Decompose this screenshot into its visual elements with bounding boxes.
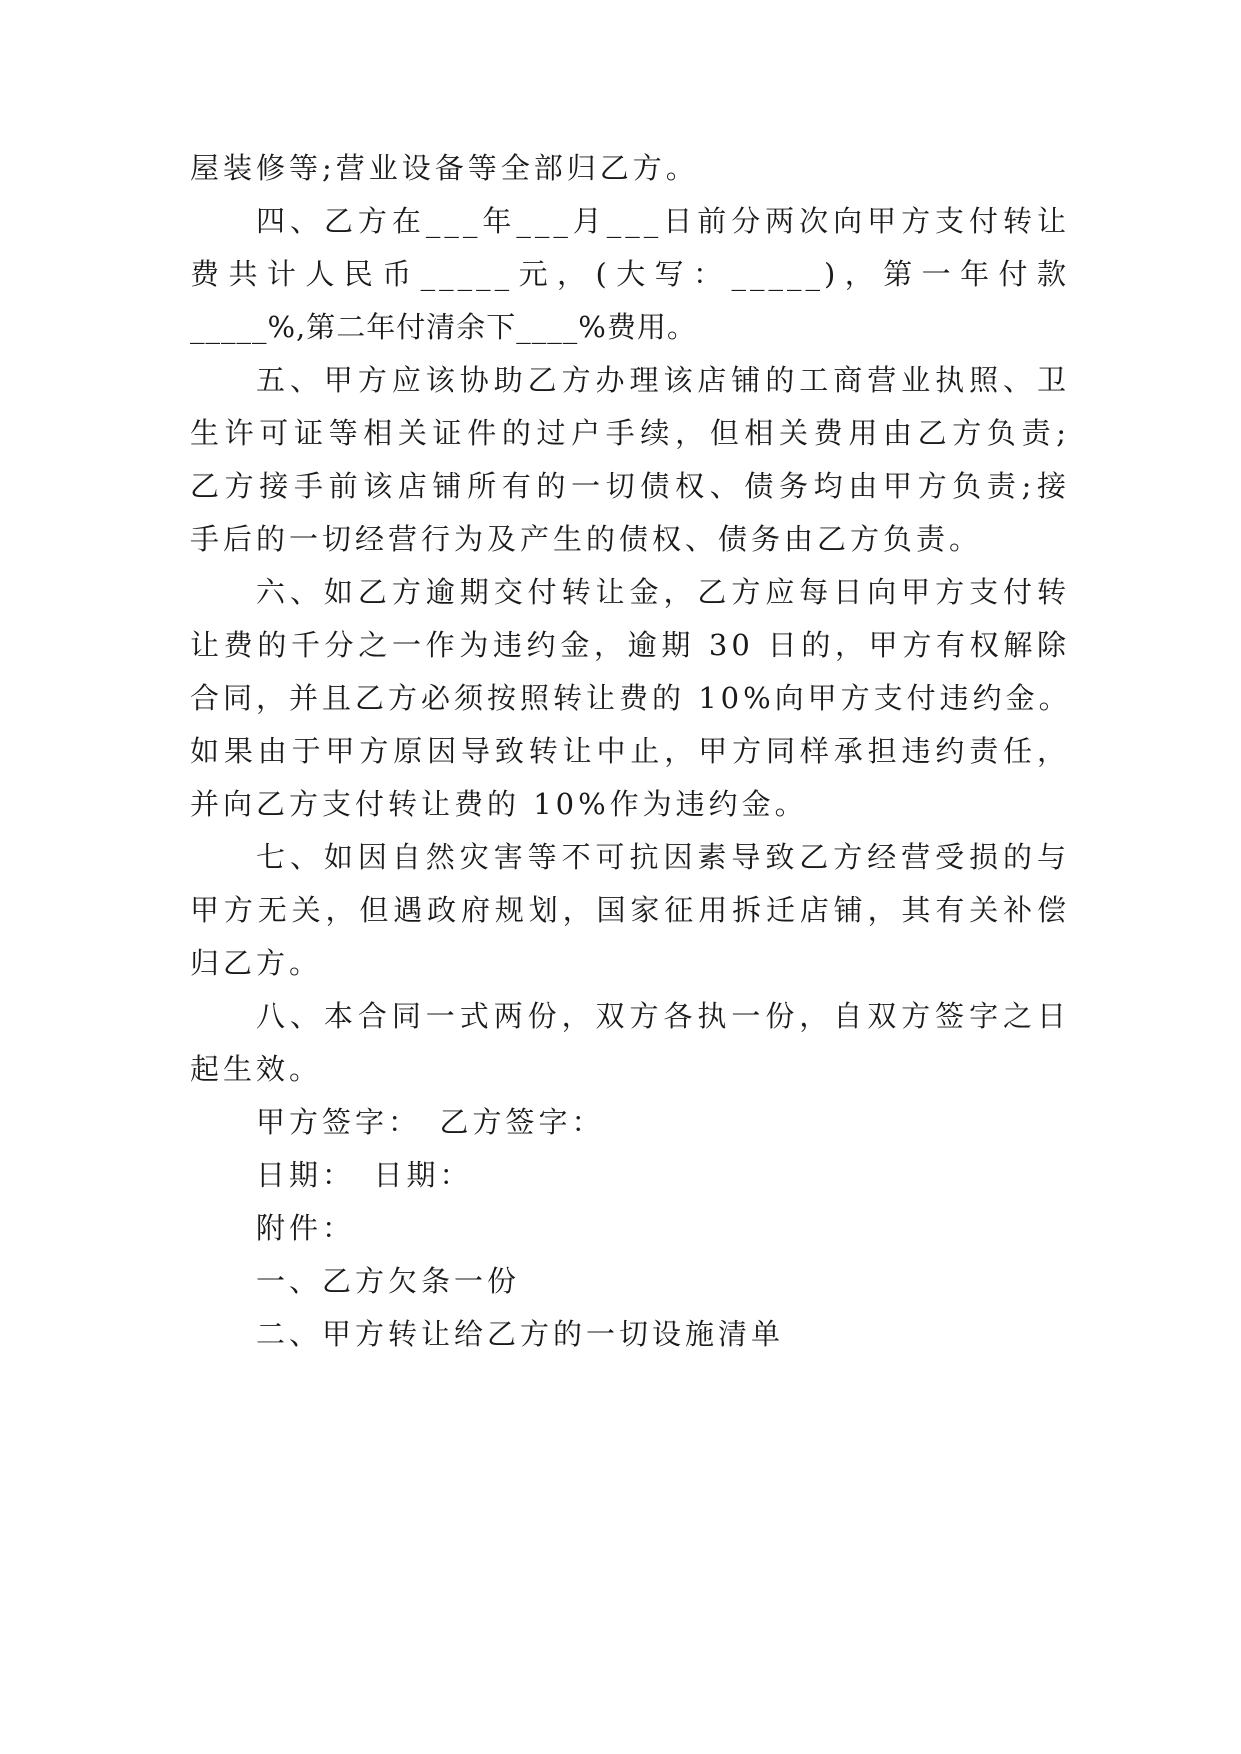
attachment-item: 二、甲方转让给乙方的一切设施清单	[256, 1317, 785, 1351]
date-line: 日期： 日期：	[256, 1158, 473, 1192]
signature-line: 甲方签字： 乙方签字：	[256, 1105, 605, 1139]
text-line: 合同，并且乙方必须按照转让费的 10%向甲方支付违约金。	[190, 681, 1072, 715]
text-line: 六、如乙方逾期交付转让金，乙方应每日向甲方支付转	[256, 575, 1070, 609]
attachment-heading: 附件：	[256, 1211, 356, 1245]
text-line: 并向乙方支付转让费的 10%作为违约金。	[190, 787, 808, 821]
text-line: 屋装修等;营业设备等全部归乙方。	[190, 151, 699, 185]
text-line: 七、如因自然灾害等不可抗因素导致乙方经营受损的与	[256, 840, 1070, 874]
text-line: 归乙方。	[190, 946, 323, 980]
text-line: 如果由于甲方原因导致转让中止，甲方同样承担违约责任，	[190, 734, 1070, 768]
text-line: 起生效。	[190, 1052, 323, 1086]
text-line: 费共计人民币_____元，(大写：_____)，第一年付款	[190, 257, 1070, 291]
text-line: 乙方接手前该店铺所有的一切债权、债务均由甲方负责;接	[190, 469, 1070, 503]
text-line: 八、本合同一式两份，双方各执一份，自双方签字之日	[256, 999, 1070, 1033]
text-line: 甲方无关，但遇政府规划，国家征用拆迁店铺，其有关补偿	[190, 893, 1070, 927]
attachment-item: 一、乙方欠条一份	[256, 1264, 521, 1298]
text-line: 五、甲方应该协助乙方办理该店铺的工商营业执照、卫	[256, 363, 1070, 397]
text-line: 手后的一切经营行为及产生的债权、债务由乙方负责。	[190, 522, 983, 556]
text-line: 四、乙方在___年___月___日前分两次向甲方支付转让	[256, 204, 1070, 238]
text-line: 让费的千分之一作为违约金，逾期 30 日的，甲方有权解除	[190, 628, 1070, 662]
text-line: 生许可证等相关证件的过户手续，但相关费用由乙方负责;	[190, 416, 1070, 450]
text-line: _____%,第二年付清余下____%费用。	[190, 310, 697, 344]
